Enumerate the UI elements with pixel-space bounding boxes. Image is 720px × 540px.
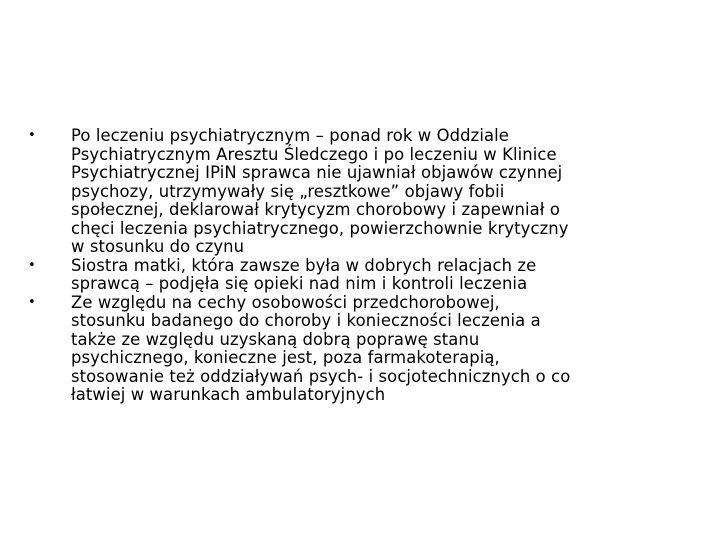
bullet-icon: •	[28, 257, 36, 273]
bullet-1-line-6: chęci leczenia psychiatrycznego, powierzchownie krytyczny	[71, 218, 569, 238]
bullet-3-line-1: Ze względu na cechy osobowości przedchorobowej,	[71, 292, 500, 312]
bullet-1-line-5: społecznej, deklarował krytycyzm chorobowy i zapewniał o	[71, 200, 560, 219]
bullet-icon: •	[28, 128, 36, 143]
bullet-2-line-1: Siostra matki, która zawsze była w dobrych relacjach ze	[71, 255, 537, 275]
bullet-3-line-6: łatwiej w warunkach ambulatoryjnych	[71, 385, 386, 404]
bullet-1-line-4: psychozy, utrzymywały się „resztkowe” objawy fobii	[71, 181, 505, 201]
bullet-3-line-5: stosowanie też oddziaływań psych- i socjotechnicznych o co	[71, 366, 571, 386]
bullet-item-1	[28, 127, 688, 257]
bullet-1-line-2: Psychiatrycznym Aresztu Śledczego i po leczeniu w Klinice	[71, 144, 557, 164]
bullet-3-line-2: stosunku badanego do choroby i konieczności leczenia a	[71, 311, 541, 330]
bullet-2-line-2: sprawcą – podjęła się opieki nad nim i kontroli leczenia	[71, 274, 528, 293]
bullet-1-line-3: Psychiatrycznej IPiN sprawca nie ujawniał objawów czynnej	[71, 163, 563, 182]
bullet-list	[28, 127, 688, 405]
bullet-3-line-3: także ze względu uzyskaną dobrą poprawę stanu	[71, 329, 480, 349]
bullet-item-3	[28, 294, 688, 405]
bullet-1-line-7: w stosunku do czynu	[71, 237, 245, 256]
bullet-icon: •	[28, 294, 36, 310]
bullet-item-2	[28, 257, 688, 294]
bullet-3-line-4: psychicznego, konieczne jest, poza farmakoterapią,	[71, 348, 500, 367]
bullet-1-line-1: Po leczeniu psychiatrycznym – ponad rok w Oddziale	[71, 126, 509, 145]
